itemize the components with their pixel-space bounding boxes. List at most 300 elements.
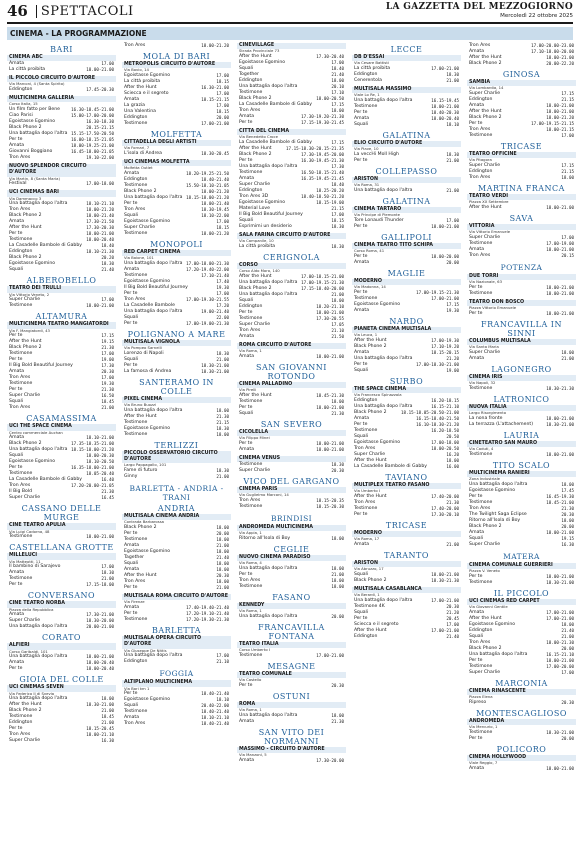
film-title: Eddington: [469, 97, 493, 102]
showtimes: 16.30-21.00: [201, 85, 229, 90]
listing-column: [467, 43, 576, 775]
showtimes: 20.00-21.00: [86, 624, 114, 630]
showtimes: 17.30-19.45-20.00: [301, 152, 344, 157]
showtime-row: [467, 175, 576, 181]
cinema-name: TEATRO DEI TRULLI: [7, 286, 116, 292]
cinema-name: ARISTON: [352, 561, 461, 567]
cinema-name: CINEMA HOLLYWOOD: [467, 755, 576, 761]
cinema-listing: [467, 719, 576, 742]
film-title: Super Charlie: [9, 495, 41, 501]
listing-column: [7, 43, 116, 775]
showtime-row: [237, 244, 346, 250]
showtimes: 17.45: [561, 488, 574, 493]
city-heading: MONTESCAGLIOSO: [476, 709, 567, 718]
showtimes: 18.15-19.00: [316, 200, 344, 205]
cinema-name: TEATRO COMUNALE: [237, 672, 346, 678]
showtime-row: [467, 452, 576, 458]
film-title: Tron Ares: [124, 721, 146, 727]
film-title: Testimone: [9, 714, 33, 720]
film-title: Amata: [239, 354, 255, 359]
showtimes: 17.00: [331, 212, 344, 217]
showtimes: 21.20: [446, 356, 459, 361]
cinema-name: CITTA DEL CINEMA: [237, 129, 346, 135]
film-title: Eddington: [469, 628, 493, 633]
film-title: Per te: [9, 582, 23, 588]
cinema-listing: [122, 514, 231, 591]
showtimes: 15.15-17.50-20.50: [71, 131, 114, 137]
showtimes: 20.30: [561, 512, 574, 517]
showtimes: 18.40-20.30: [431, 110, 459, 115]
cinema-name: CINEVILLAGE: [237, 43, 346, 49]
film-title: Black Phone 2: [239, 286, 272, 291]
film-title: Cenerentola: [354, 78, 382, 83]
showtimes: 17.20-19.10-21.40: [186, 611, 229, 617]
film-title: Super Charlie: [354, 452, 386, 457]
cinema-address: Via Bari km 1: [124, 685, 150, 691]
film-title: Festival: [9, 181, 27, 187]
showtimes: 16.30-18.45-21.00: [71, 107, 114, 113]
film-title: Amata: [239, 447, 255, 452]
city-heading: COLLEPASSO: [375, 167, 438, 176]
showtimes: 18.00-21.00: [431, 104, 459, 109]
city-heading: LECCE: [390, 45, 423, 54]
showtimes: 20.10: [331, 84, 344, 89]
showtimes: 16.30: [101, 738, 114, 744]
cinema-listing: [467, 375, 576, 392]
section-banner: CINEMA - LA PROGRAMMAZIONE: [7, 27, 573, 40]
cinema-address: Via Caduti, 4: [469, 446, 494, 452]
showtimes: 17.10-19.20: [431, 344, 459, 349]
film-title: After the Hunt: [469, 55, 502, 60]
film-title: Egoistasse Egomino: [124, 279, 171, 284]
cinema-address: Piazza Vittorio Emanuele: [469, 305, 517, 311]
showtimes: 19.00: [446, 368, 459, 373]
showtimes: 21.30: [561, 506, 574, 511]
showtimes: 18.40-21.40: [201, 177, 229, 182]
showtimes: 18.15: [216, 79, 229, 84]
cinema-name: MASSIMO - CIRCUITO D'AUTORE: [237, 747, 346, 753]
showtimes: 18.30-21.00: [201, 363, 229, 368]
cinema-name: CINEMA TEATRO TITO SCHIPA: [352, 243, 461, 249]
cinema-listing: [237, 382, 346, 417]
showtimes: 21.10: [216, 659, 229, 665]
film-title: Tron Ares: [469, 43, 491, 48]
film-title: La Casadelle Bambole di Gabby: [9, 477, 82, 483]
showtimes: 17.15: [446, 302, 459, 307]
showtimes: 17.00: [216, 219, 229, 224]
showtimes: 21.00: [101, 576, 114, 582]
showtimes: 20.30: [561, 700, 574, 705]
showtimes: 20.30: [216, 573, 229, 579]
city-heading: SAVA: [509, 214, 534, 223]
showtimes: 18.15-20.45: [86, 726, 114, 732]
city-heading: SANTERAMO IN COLLE: [139, 378, 214, 396]
cinema-name: CINE TEATRO NORBA: [7, 601, 116, 607]
city-heading: GALLIPOLI: [381, 233, 432, 242]
city-heading: FRANCAVILLA FONTANA: [258, 623, 325, 642]
cinema-listing: [237, 430, 346, 453]
showtime-row: [7, 495, 116, 501]
showtime-row: [7, 87, 116, 93]
showtimes: 18.00: [216, 579, 229, 585]
cinema-address: Corso Aldo Moro, 140: [239, 268, 280, 274]
cinema-name: PICCOLO OSSERVATORIO CIRCUITO D'AUTORE: [122, 451, 231, 463]
film-title: Amata: [469, 356, 485, 361]
showtimes: 17.15-18.00: [86, 582, 114, 588]
film-title: Testimone: [239, 90, 263, 95]
showtimes: 18.00: [216, 408, 229, 413]
showtimes: 21.00: [561, 356, 574, 361]
film-title: Eddington: [469, 169, 493, 174]
showtimes: 18.30-21.00: [546, 730, 574, 735]
film-title: Black Phone 2: [469, 115, 502, 120]
cinema-name: COLUMBUS MULTISALA: [467, 339, 576, 345]
film-title: Per te: [9, 231, 23, 237]
cinema-address: Via Dammacco 3: [9, 195, 42, 201]
film-title: Amata: [354, 350, 370, 355]
showtime-row: [7, 303, 116, 309]
film-title: Super Charlie: [239, 468, 271, 474]
film-title: Super Charlie: [469, 350, 501, 355]
showtimes: 17.15: [561, 163, 574, 168]
showtimes: 17.00: [216, 73, 229, 78]
film-title: Testimone: [124, 617, 148, 623]
film-title: Una Valentina: [124, 109, 156, 114]
cinema-listing: [7, 96, 116, 161]
film-title: Una battaglia dopo l'altra: [124, 309, 183, 314]
cinema-listing: [467, 405, 576, 428]
film-title: Super Charlie: [124, 225, 156, 230]
showtimes: 18.30: [216, 468, 229, 474]
cinema-address: Largo Risorgimento: [469, 410, 507, 416]
city-heading: CASSANO DELLE MURGE: [21, 504, 102, 523]
film-title: Black Phone 2: [124, 189, 157, 194]
cinema-listing: [7, 643, 116, 672]
film-title: La Casadelle Bambole di Gabby: [239, 102, 312, 107]
film-title: La nona fronte: [469, 416, 503, 421]
cinema-name: CINEMA VENUS: [237, 456, 346, 462]
showtimes: 18.00-21.00: [316, 354, 344, 359]
showtimes: 17.40: [216, 279, 229, 284]
showtimes: 17.00: [216, 103, 229, 108]
city-heading: TERLIZZI: [154, 441, 199, 450]
showtimes: 17.00-19.30: [431, 338, 459, 343]
cinema-listing: [7, 601, 116, 630]
showtimes: 21.30: [101, 489, 114, 495]
showtimes: 17.10: [331, 90, 344, 95]
showtimes: 17.30-20.10: [431, 512, 459, 517]
cinema-address: Contrada Barbarossa: [124, 519, 165, 525]
cinema-address: Via Leuca, 1: [354, 332, 378, 338]
film-title: Squali: [124, 315, 139, 320]
film-title: After the Hunt: [124, 85, 157, 90]
city-heading: CORATO: [42, 633, 81, 643]
film-title: Per te: [469, 311, 483, 316]
city-heading: NARDO: [389, 317, 424, 326]
showtimes: 16.45: [101, 495, 114, 501]
cinema-name: PIANETA CINEMA MULTISALA: [352, 327, 461, 333]
film-title: Per te: [354, 362, 368, 367]
cinema-address: Via Campanile, 10: [239, 238, 274, 244]
cinema-address: Via Berardi, 1: [354, 592, 380, 598]
film-title: Per te: [354, 290, 368, 295]
showtimes: 21.30: [331, 719, 344, 725]
showtimes: 18.00-20.40: [86, 666, 114, 672]
showtimes: 21.00: [101, 708, 114, 714]
film-title: Ciao Parisi: [9, 113, 33, 119]
film-title: Tron Ares: [239, 498, 261, 504]
film-title: Squali: [239, 411, 254, 416]
city-heading: MOLA DI BARI: [142, 52, 211, 61]
city-heading: GIOIA DEL COLLE: [19, 675, 104, 685]
cinema-address: Via Cesare Battisti: [354, 60, 389, 66]
cinema-name: ROMA CIRCUITO D'AUTORE: [237, 343, 346, 349]
showtime-row: [237, 683, 346, 689]
film-title: Super Charlie: [469, 670, 501, 675]
cinema-listing: [237, 702, 346, 725]
region-heading: FOGGIA: [159, 669, 194, 679]
cinema-name: MULTICINEMA RANIERI: [467, 471, 576, 477]
showtimes: 17.10-21.40: [201, 273, 229, 278]
film-title: Una battaglia dopo l'altra: [9, 131, 68, 137]
showtime-row: [122, 369, 231, 375]
film-title: Eddington: [354, 634, 378, 639]
city-heading: ALTAMURA: [35, 312, 88, 322]
cinema-name: PIXEL CINEMA: [122, 397, 231, 403]
city-heading: CONVERSANO: [27, 591, 96, 601]
film-title: After the Hunt: [239, 274, 272, 279]
cinema-address: Via Madonna, 14: [354, 284, 386, 290]
film-title: Tron Ares: [9, 155, 31, 161]
showtimes: 17.15-18.40-20.00: [301, 286, 344, 291]
city-heading: MARTINA FRANCA: [478, 184, 565, 193]
showtimes: 17.15: [561, 91, 574, 96]
film-title: Black Phone 2: [354, 578, 387, 583]
film-title: Per te: [239, 405, 253, 410]
city-heading: CASAMASSIMA: [26, 414, 97, 424]
cinema-name: METROPOLIS CIRCUITO D'AUTORE: [122, 62, 231, 68]
cinema-name: MULTIPLEX TEATRO FASANO: [352, 483, 461, 489]
showtimes: 18.30: [331, 462, 344, 468]
showtimes: 17.10-18.00-20.00: [531, 49, 574, 54]
showtimes: 18.00-20.40: [431, 116, 459, 121]
showtimes: 18.10-22.00: [201, 213, 229, 218]
showtimes: 18.00: [331, 298, 344, 303]
film-title: Ritorno all'Isola di Boy: [469, 518, 521, 523]
film-title: Egoistasse Egomino: [124, 219, 171, 224]
cinema-address: Largo Pappagallo, 101: [124, 462, 167, 468]
cinema-listing: [352, 483, 461, 518]
film-title: Per te: [124, 585, 138, 591]
film-title: Egoistasse Egomino: [9, 459, 56, 465]
cinema-listing: [7, 424, 116, 501]
showtimes: 18.15-21.15: [201, 97, 229, 102]
showtimes: 18.00: [561, 175, 574, 180]
showtimes: 18.00-21.40: [86, 213, 114, 219]
cinema-address: Via Filippo Minei: [239, 435, 270, 441]
cinema-listing: [122, 62, 231, 127]
film-title: Amata: [9, 435, 25, 441]
showtimes: 18.00: [101, 696, 114, 702]
showtimes: 18.15-20.35: [316, 498, 344, 504]
cinema-name: MULTISALA ROMA CIRCUITO D'AUTORE: [122, 594, 231, 600]
film-title: After the Hunt: [469, 616, 502, 621]
city-heading: VICO DEL GARGANO: [243, 477, 340, 487]
showtimes: 19.15: [561, 536, 574, 541]
cinema-name: MODERNO: [352, 279, 461, 285]
cinema-listing: [7, 190, 116, 273]
film-title: La città proibita: [354, 66, 391, 71]
cinema-address: Zona Industriale: [469, 476, 501, 482]
showtimes: 18.30: [446, 152, 459, 157]
cinema-address: Via Nazionale, 63: [469, 279, 503, 285]
city-heading: GALATINA: [382, 197, 431, 206]
cinema-address: Via Bovio, 14: [124, 67, 149, 73]
cinema-listing: [352, 587, 461, 640]
showtimes: 21.30: [216, 414, 229, 419]
showtimes: 18.30: [446, 72, 459, 77]
film-title: Testimone: [9, 381, 33, 387]
cinema-address: Via Roma, 1: [239, 707, 262, 713]
film-title: Testimone: [469, 664, 493, 669]
showtimes: 18.30: [331, 244, 344, 249]
film-title: Per te: [354, 422, 368, 427]
film-title: Super Charlie: [239, 322, 271, 327]
cinema-name: TEATRO ITALIA: [237, 642, 346, 648]
film-title: Amata: [124, 171, 140, 176]
film-title: Amata: [9, 143, 25, 149]
showtime-row: [122, 585, 231, 591]
film-title: Testimone: [124, 273, 148, 278]
showtimes: 18.40-21.40: [201, 721, 229, 727]
showtimes: 17.00: [216, 653, 229, 659]
cinema-listing: [122, 451, 231, 480]
showtimes: 18.00: [331, 78, 344, 83]
showtimes: 17.30-20.40: [316, 54, 344, 59]
cinema-name: MULTISALA CINEMA ANDRIA: [122, 514, 231, 520]
film-title: Egoistasse Egomino: [354, 440, 401, 445]
showtime-row: [352, 188, 461, 194]
film-title: La Casadelle Bambole di Gabby: [354, 464, 427, 469]
cinema-listing: [352, 141, 461, 164]
showtimes: 18.00-20.40: [86, 660, 114, 666]
showtimes: 18.00: [216, 525, 229, 531]
film-title: Super Charlie: [9, 618, 41, 624]
cinema-address: Via Abruzzo, 17: [354, 566, 384, 572]
showtimes: 18.45-21.30: [316, 393, 344, 398]
issue-date: Mercoledì 22 ottobre 2025: [500, 12, 573, 19]
film-title: Il Big Bold: [9, 489, 33, 495]
showtime-row: [467, 700, 576, 706]
film-title: After the Hunt: [239, 146, 272, 151]
showtime-row: [7, 738, 116, 744]
cinema-address: Corso Roma, 41: [354, 248, 385, 254]
cinema-listing: [467, 599, 576, 676]
showtimes: 20.30: [331, 468, 344, 474]
showtimes: 21.15: [216, 420, 229, 425]
showtimes: 16.10-18.30-21.20: [416, 422, 459, 427]
film-title: Per te: [124, 363, 138, 368]
cinema-name: ROMA: [237, 702, 346, 708]
showtimes: 19.00-21.40: [201, 309, 229, 314]
film-title: Amata: [124, 605, 140, 611]
showtimes: 18.30-21.00: [201, 369, 229, 374]
showtimes: 18.00-21.20: [201, 189, 229, 194]
showtimes: 18.30-21.00: [86, 702, 114, 708]
cinema-listing: [467, 80, 576, 139]
cinema-name: TEATRO OFFICINE: [467, 152, 576, 158]
showtime-row: [7, 624, 116, 630]
film-title: Testimone: [469, 291, 493, 296]
film-title: Testimone: [354, 428, 378, 433]
cinema-listing: [237, 343, 346, 360]
film-title: Squali: [354, 122, 369, 127]
film-title: Squali: [124, 213, 139, 218]
showtimes: 21.15: [561, 97, 574, 102]
film-title: Testimone: [239, 653, 263, 659]
film-title: Black Phone 2: [9, 125, 42, 131]
cinema-listing: [467, 339, 576, 362]
cinema-name: CINEMA RINASCENTE: [467, 689, 576, 695]
film-title: Testimone: [239, 170, 263, 175]
film-title: Testimone: [124, 231, 148, 236]
showtimes: 17.00: [561, 670, 574, 675]
cinema-name: CINEMA COMUNALE GUERRIERI: [467, 563, 576, 569]
film-title: After the Hunt: [354, 338, 387, 343]
showtimes: 21.00: [446, 542, 459, 547]
showtimes: 18.00-21.00: [546, 291, 574, 296]
cinema-listing: [237, 129, 346, 230]
showtime-row: [7, 267, 116, 273]
film-title: Egoistasse Egomino: [469, 488, 516, 493]
cinema-listing: [122, 250, 231, 327]
showtime-row: [122, 231, 231, 237]
film-title: Una battaglia dopo l'altra: [124, 653, 183, 659]
showtimes: 18.40: [101, 243, 114, 249]
cinema-listing: [467, 274, 576, 297]
showtimes: 18.10-20.50: [86, 459, 114, 465]
film-title: After the Hunt: [9, 225, 42, 231]
showtimes: 16.00: [446, 464, 459, 469]
cinema-listing: [352, 561, 461, 584]
showtimes: 18.00-21.20: [86, 207, 114, 213]
cinema-address: Via Lombardia, 14: [469, 85, 504, 91]
showtimes: 21.50: [331, 334, 344, 339]
showtimes: 18.40-21.40: [201, 709, 229, 715]
film-title: Tron Ares: [239, 578, 261, 584]
cinema-address: Piazza XX Settembre: [469, 199, 509, 205]
film-title: Per te: [124, 291, 138, 296]
film-title: Per te: [9, 137, 23, 143]
showtime-row: [122, 309, 231, 315]
cinema-listing: [122, 636, 231, 665]
showtime-row: [122, 432, 231, 438]
film-title: Per te: [354, 158, 368, 163]
film-title: Testimone: [469, 452, 493, 457]
film-title: La grazia: [124, 103, 145, 108]
cinema-address: Via Napoli, 32: [469, 380, 496, 386]
showtime-row: [122, 474, 231, 480]
showtimes: 18.15: [331, 218, 344, 223]
film-title: Testimone: [9, 351, 33, 357]
region-heading: POTENZA: [500, 263, 543, 272]
showtimes: 20.00: [561, 524, 574, 529]
showtimes: 17.00-18.15-21.00: [301, 274, 344, 279]
cinema-address: Via Luigi Cadorna, 48: [9, 528, 50, 534]
film-title: Amata: [469, 530, 485, 535]
showtimes: 16.40: [101, 477, 114, 483]
cinema-name: MULTICINEMA GALLERIA: [7, 96, 116, 102]
